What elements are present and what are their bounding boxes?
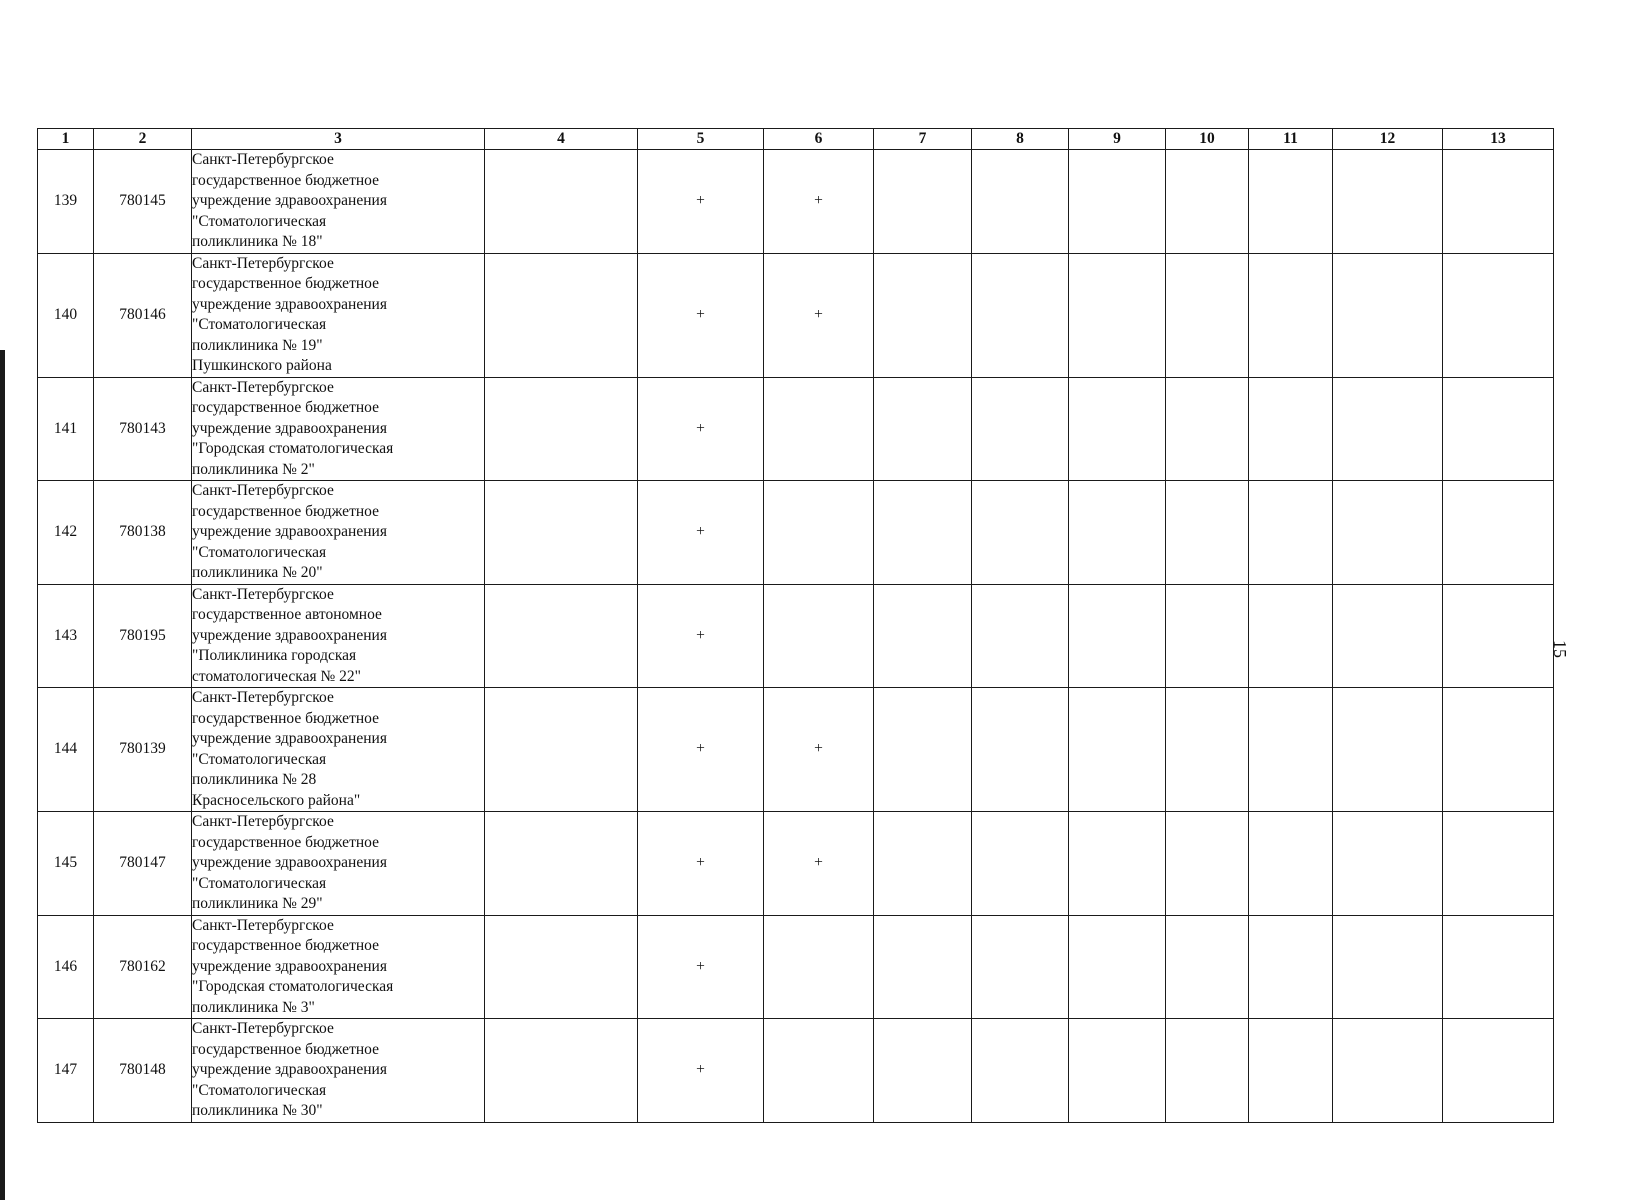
- organization-name-line: Красносельского района": [192, 791, 361, 809]
- registry-code-cell: 780148: [94, 1019, 192, 1123]
- organization-name-line: Санкт-Петербургское: [192, 254, 334, 272]
- mark-cell-col-12: [1333, 812, 1443, 916]
- mark-cell-col-8: [972, 481, 1069, 585]
- mark-cell-col-11: [1249, 812, 1333, 916]
- header-cell: 4: [485, 129, 638, 150]
- header-cell: 5: [638, 129, 764, 150]
- organization-name-line: поликлиника № 2": [192, 460, 315, 478]
- mark-cell-col-4: [485, 1019, 638, 1123]
- mark-cell-col-7: [874, 1019, 972, 1123]
- organization-name-line: "Городская стоматологическая: [192, 978, 394, 995]
- mark-cell-col-7: [874, 481, 972, 585]
- mark-cell-col-11: [1249, 481, 1333, 585]
- header-cell: 11: [1249, 129, 1333, 150]
- mark-cell-col-4: [485, 481, 638, 585]
- header-cell: 7: [874, 129, 972, 150]
- row-number-cell: 143: [38, 584, 94, 688]
- mark-cell-col-5: +: [638, 481, 764, 585]
- organization-name-cell: [192, 481, 485, 585]
- mark-cell-col-11: [1249, 688, 1333, 812]
- mark-cell-col-8: [972, 812, 1069, 916]
- organization-name-cell: [192, 377, 485, 481]
- table-row: [38, 150, 1554, 254]
- organization-name-line: учреждение здравоохранения: [192, 854, 387, 871]
- mark-cell-col-8: [972, 688, 1069, 812]
- organization-name-line: "Стоматологическая: [192, 316, 327, 333]
- organization-name-cell: [192, 253, 485, 377]
- table-row: [38, 253, 1554, 377]
- table-row: [38, 688, 1554, 812]
- mark-cell-col-7: [874, 812, 972, 916]
- organization-name-line: Санкт-Петербургское: [192, 378, 334, 396]
- organization-name-line: учреждение здравоохранения: [192, 523, 387, 540]
- registry-code-cell: 780139: [94, 688, 192, 812]
- mark-cell-col-8: [972, 584, 1069, 688]
- mark-cell-col-9: [1069, 688, 1166, 812]
- header-cell: 3: [192, 129, 485, 150]
- organization-name-line: Санкт-Петербургское: [192, 151, 334, 168]
- organization-name-line: учреждение здравоохранения: [192, 730, 387, 747]
- mark-cell-col-4: [485, 584, 638, 688]
- organization-name-cell: [192, 915, 485, 1019]
- mark-cell-col-6: +: [764, 253, 874, 377]
- organization-name-cell: [192, 1019, 485, 1123]
- organization-name-line: поликлиника № 30": [192, 1102, 323, 1119]
- organization-name-line: государственное бюджетное: [192, 709, 379, 727]
- mark-cell-col-9: [1069, 150, 1166, 254]
- row-number-cell: 140: [38, 253, 94, 377]
- mark-cell-col-8: [972, 915, 1069, 1019]
- organization-name-line: государственное бюджетное: [192, 833, 379, 851]
- mark-cell-col-4: [485, 253, 638, 377]
- mark-cell-col-13: [1443, 1019, 1554, 1123]
- organization-name-line: Санкт-Петербургское: [192, 585, 334, 603]
- organization-name-line: "Городская стоматологическая: [192, 440, 394, 457]
- organization-name-line: "Стоматологическая: [192, 543, 327, 561]
- organization-name-line: поликлиника № 19": [192, 336, 323, 354]
- mark-cell-col-12: [1333, 584, 1443, 688]
- mark-cell-col-8: [972, 253, 1069, 377]
- mark-cell-col-4: [485, 915, 638, 1019]
- header-cell: 6: [764, 129, 874, 150]
- mark-cell-col-10: [1166, 584, 1249, 688]
- mark-cell-col-13: [1443, 481, 1554, 585]
- organization-name-cell: [192, 688, 485, 812]
- header-cell: 9: [1069, 129, 1166, 150]
- mark-cell-col-13: [1443, 150, 1554, 254]
- mark-cell-col-7: [874, 253, 972, 377]
- scan-edge-shadow: [0, 350, 5, 1200]
- organization-name-line: "Стоматологическая: [192, 874, 327, 892]
- mark-cell-col-11: [1249, 253, 1333, 377]
- organization-name-line: поликлиника № 3": [192, 998, 315, 1016]
- mark-cell-col-8: [972, 377, 1069, 481]
- mark-cell-col-11: [1249, 915, 1333, 1019]
- mark-cell-col-10: [1166, 377, 1249, 481]
- mark-cell-col-4: [485, 150, 638, 254]
- registry-code-cell: 780162: [94, 915, 192, 1019]
- mark-cell-col-4: [485, 377, 638, 481]
- mark-cell-col-5: +: [638, 915, 764, 1019]
- table-row: [38, 1019, 1554, 1123]
- organization-name-cell: [192, 812, 485, 916]
- organization-name-line: Санкт-Петербургское: [192, 1020, 334, 1037]
- organization-name-line: "Стоматологическая: [192, 750, 327, 768]
- mark-cell-col-5: +: [638, 688, 764, 812]
- page-number: 15: [1550, 640, 1570, 658]
- mark-cell-col-12: [1333, 1019, 1443, 1123]
- table-row: [38, 915, 1554, 1019]
- mark-cell-col-6: +: [764, 812, 874, 916]
- row-number-cell: 146: [38, 915, 94, 1019]
- organization-name-line: учреждение здравоохранения: [192, 295, 387, 313]
- registry-code-cell: 780138: [94, 481, 192, 585]
- row-number-cell: 139: [38, 150, 94, 254]
- table-row: [38, 377, 1554, 481]
- header-cell: 12: [1333, 129, 1443, 150]
- mark-cell-col-12: [1333, 377, 1443, 481]
- registry-code-cell: 780145: [94, 150, 192, 254]
- table-row: [38, 481, 1554, 585]
- organization-name-line: государственное бюджетное: [192, 399, 379, 416]
- mark-cell-col-6: [764, 915, 874, 1019]
- header-cell: 1: [38, 129, 94, 150]
- mark-cell-col-6: [764, 481, 874, 585]
- mark-cell-col-7: [874, 377, 972, 481]
- mark-cell-col-13: [1443, 915, 1554, 1019]
- mark-cell-col-12: [1333, 688, 1443, 812]
- mark-cell-col-12: [1333, 481, 1443, 585]
- organization-name-cell: [192, 150, 485, 254]
- row-number-cell: 147: [38, 1019, 94, 1123]
- mark-cell-col-7: [874, 688, 972, 812]
- mark-cell-col-10: [1166, 812, 1249, 916]
- organization-name-line: государственное бюджетное: [192, 1040, 379, 1058]
- mark-cell-col-11: [1249, 377, 1333, 481]
- organization-name-line: "Стоматологическая: [192, 212, 327, 230]
- mark-cell-col-5: +: [638, 377, 764, 481]
- mark-cell-col-13: [1443, 253, 1554, 377]
- mark-cell-col-9: [1069, 377, 1166, 481]
- mark-cell-col-6: +: [764, 688, 874, 812]
- header-cell: 2: [94, 129, 192, 150]
- mark-cell-col-9: [1069, 253, 1166, 377]
- mark-cell-col-11: [1249, 150, 1333, 254]
- mark-cell-col-5: +: [638, 1019, 764, 1123]
- organization-name-line: "Стоматологическая: [192, 1081, 327, 1099]
- organization-name-line: государственное бюджетное: [192, 937, 379, 954]
- organization-name-line: поликлиника № 18": [192, 233, 323, 250]
- mark-cell-col-5: +: [638, 253, 764, 377]
- mark-cell-col-10: [1166, 688, 1249, 812]
- mark-cell-col-13: [1443, 812, 1554, 916]
- row-number-cell: 144: [38, 688, 94, 812]
- header-cell: 13: [1443, 129, 1554, 150]
- mark-cell-col-10: [1166, 1019, 1249, 1123]
- table-row: [38, 812, 1554, 916]
- organization-name-line: Санкт-Петербургское: [192, 916, 334, 934]
- mark-cell-col-4: [485, 688, 638, 812]
- organization-name-line: учреждение здравоохранения: [192, 419, 387, 437]
- mark-cell-col-9: [1069, 812, 1166, 916]
- mark-cell-col-10: [1166, 253, 1249, 377]
- row-number-cell: 142: [38, 481, 94, 585]
- organization-name-line: государственное бюджетное: [192, 502, 379, 520]
- mark-cell-col-6: [764, 1019, 874, 1123]
- organization-name-line: поликлиника № 29": [192, 895, 323, 912]
- table-row: [38, 584, 1554, 688]
- mark-cell-col-7: [874, 150, 972, 254]
- header-cell: 10: [1166, 129, 1249, 150]
- organization-name-line: Пушкинского района: [192, 357, 332, 374]
- mark-cell-col-9: [1069, 481, 1166, 585]
- organization-name-cell: [192, 584, 485, 688]
- mark-cell-col-13: [1443, 584, 1554, 688]
- mark-cell-col-13: [1443, 377, 1554, 481]
- mark-cell-col-10: [1166, 915, 1249, 1019]
- mark-cell-col-10: [1166, 481, 1249, 585]
- organization-name-line: Санкт-Петербургское: [192, 813, 334, 830]
- header-row: [38, 129, 1554, 150]
- mark-cell-col-4: [485, 812, 638, 916]
- organization-name-line: Санкт-Петербургское: [192, 689, 334, 706]
- organization-name-line: Санкт-Петербургское: [192, 482, 334, 499]
- row-number-cell: 141: [38, 377, 94, 481]
- registry-code-cell: 780143: [94, 377, 192, 481]
- registry-code-cell: 780146: [94, 253, 192, 377]
- organization-name-line: поликлиника № 28: [192, 771, 317, 788]
- mark-cell-col-13: [1443, 688, 1554, 812]
- registry-code-cell: 780147: [94, 812, 192, 916]
- mark-cell-col-8: [972, 150, 1069, 254]
- mark-cell-col-7: [874, 915, 972, 1019]
- header-cell: 8: [972, 129, 1069, 150]
- organization-name-line: "Поликлиника городская: [192, 647, 357, 664]
- table-body: [38, 150, 1554, 1123]
- mark-cell-col-8: [972, 1019, 1069, 1123]
- mark-cell-col-12: [1333, 253, 1443, 377]
- mark-cell-col-5: +: [638, 584, 764, 688]
- mark-cell-col-5: +: [638, 150, 764, 254]
- mark-cell-col-9: [1069, 915, 1166, 1019]
- mark-cell-col-9: [1069, 584, 1166, 688]
- mark-cell-col-12: [1333, 150, 1443, 254]
- organization-name-line: стоматологическая № 22": [192, 667, 361, 685]
- organization-name-line: государственное бюджетное: [192, 275, 379, 292]
- mark-cell-col-6: [764, 377, 874, 481]
- registry-code-cell: 780195: [94, 584, 192, 688]
- organization-name-line: государственное бюджетное: [192, 171, 379, 189]
- mark-cell-col-11: [1249, 584, 1333, 688]
- mark-cell-col-11: [1249, 1019, 1333, 1123]
- mark-cell-col-12: [1333, 915, 1443, 1019]
- mark-cell-col-10: [1166, 150, 1249, 254]
- mark-cell-col-5: +: [638, 812, 764, 916]
- mark-cell-col-6: +: [764, 150, 874, 254]
- organization-name-line: учреждение здравоохранения: [192, 957, 387, 975]
- organization-name-line: учреждение здравоохранения: [192, 1061, 387, 1078]
- mark-cell-col-6: [764, 584, 874, 688]
- registry-table: [37, 128, 1554, 1123]
- organization-name-line: государственное автономное: [192, 606, 382, 623]
- row-number-cell: 145: [38, 812, 94, 916]
- organization-name-line: поликлиника № 20": [192, 564, 323, 581]
- mark-cell-col-9: [1069, 1019, 1166, 1123]
- organization-name-line: учреждение здравоохранения: [192, 626, 387, 644]
- mark-cell-col-7: [874, 584, 972, 688]
- organization-name-line: учреждение здравоохранения: [192, 192, 387, 209]
